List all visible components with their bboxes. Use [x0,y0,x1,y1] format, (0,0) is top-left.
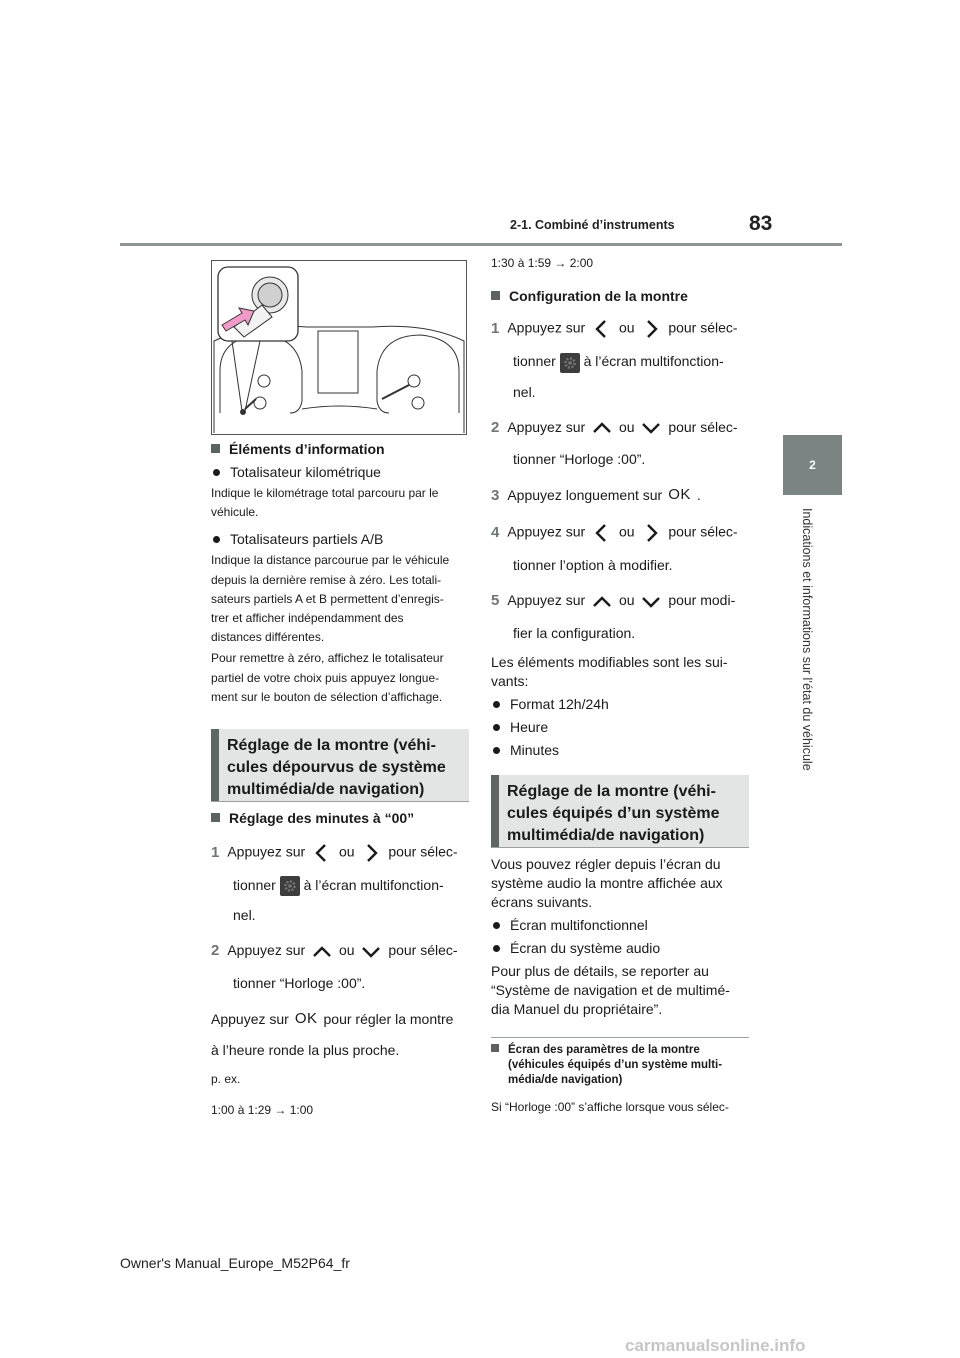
example-2: 1:30 à 1:59 → 2:00 [491,256,594,270]
reset-description: Pour remettre à zéro, affichez le totalisateur partiel de votre choix puis appuyez longue- ment sur le bouton de sélection d’affichage. [211,651,444,704]
example-1: 1:00 à 1:29 → 1:00 [211,1103,314,1118]
chevron-up-icon [589,593,615,611]
settings-gear-icon [280,876,300,896]
left-column [211,440,471,707]
press-ok-line: Appuyez sur OK pour régler la montre [211,1009,454,1027]
config-step-5-line2: fier la configuration. [513,624,636,641]
chapter-number: 2 [809,458,816,472]
config-step-1-line2: tionner à l’écran multifonction- [491,352,753,372]
settings-gear-icon [560,353,580,373]
subsection-heading: Écran des paramètres de la montre (véhicules équipés d’un système multi- média/de navigation) [491,1043,753,1088]
chevron-up-icon [589,419,615,437]
config-step-4: 4 Appuyez sur ou pour sélec- [491,522,753,544]
subsection-rule [491,1037,749,1038]
config-step-5: 5 Appuyez sur ou pour modi- [491,592,736,610]
example-label: p. ex. [211,1072,241,1087]
chevron-right-icon [638,522,664,544]
header-rule [120,243,842,246]
section-title: 2-1. Combiné d’instruments [510,218,675,232]
page-number: 83 [749,212,773,235]
chapter-label: Indications et informations sur l’état du véhicule [800,508,814,771]
box-rule [491,847,749,848]
config-step-3: 3 Appuyez longuement sur OK . [491,485,701,504]
list-item: Écran multifonctionnel [491,916,753,935]
step-1-line2: tionner à l’écran multifonction- [211,876,471,896]
step-2: 2 Appuyez sur ou pour sélec- [211,942,458,960]
chevron-down-icon [638,593,664,611]
minutes-heading: Réglage des minutes à “00” [211,809,471,828]
config-step-1-line3: nel. [513,383,536,400]
square-icon [211,444,220,453]
footer-text: Owner's Manual_Europe_M52P64_fr [120,1255,350,1271]
chevron-up-icon [309,943,335,961]
press-ok-line2: à l’heure ronde la plus proche. [211,1042,400,1059]
square-icon [491,291,500,300]
odometer-description: Indique le kilométrage total parcouru par le véhicule. [211,486,439,520]
chevron-left-icon [589,522,615,544]
right-column-lower [491,855,753,1019]
config-step-2: 2 Appuyez sur ou pour sélec- [491,418,738,436]
config-step-1: 1 Appuyez sur ou pour sélec- [491,318,753,340]
chevron-down-icon [358,943,384,961]
instrument-cluster-illustration [211,260,467,435]
ok-button-icon: OK [668,485,691,503]
square-icon [491,1044,499,1052]
box-rule [211,801,469,802]
bullet-trip: Totalisateurs partiels A/B [211,530,471,549]
box-heading-no-nav: Réglage de la montre (véhi- cules dépourvus de système multimédia/de navigation) [211,729,469,801]
info-heading: Éléments d’information [211,440,471,459]
audio-intro: Vous pouvez régler depuis l’écran du système audio la montre affichée aux écrans suivants. [491,856,723,911]
trip-description: Indique la distance parcourue par le véhicule depuis la dernière remise à zéro. Les totali- sateurs partiels A et B permettent d’enregis- trer et afficher indépendamment des distances différentes. [211,553,450,645]
bullet-odometer: Totalisateur kilométrique [211,463,471,482]
list-item: Heure [491,718,753,737]
chevron-right-icon [638,318,664,340]
chapter-tab [783,435,842,495]
chevron-left-icon [309,842,335,864]
config-step-2-line2: tionner “Horloge :00”. [513,450,646,467]
cluster-drawing [212,261,466,434]
step-2-line2: tionner “Horloge :00”. [233,974,366,991]
list-item: Format 12h/24h [491,695,753,714]
right-column [491,254,753,760]
list-item: Minutes [491,741,753,760]
subsection-text: Si “Horloge :00” s’affiche lorsque vous sélec- [491,1100,729,1114]
square-icon [211,813,220,822]
box-heading-with-nav: Réglage de la montre (véhi- cules équipés d’un système multimédia/de navigation) [491,775,749,847]
details-text: Pour plus de détails, se reporter au “Système de navigation et de multimé- dia Manuel du propriétaire”. [491,963,730,1018]
step-1-line3: nel. [233,907,256,924]
chevron-down-icon [638,419,664,437]
chevron-left-icon [589,318,615,340]
ok-button-icon: OK [294,1009,318,1027]
list-item: Écran du système audio [491,939,753,958]
chevron-right-icon [358,842,384,864]
watermark: carmanualsonline.info [625,1336,806,1355]
left-steps [211,809,471,1121]
editable-intro: Les éléments modifiables sont les sui- vants: [491,653,728,689]
config-step-4-line2: tionner l’option à modifier. [513,557,673,574]
step-1: 1 Appuyez sur ou pour sélec- [211,842,471,864]
config-heading: Configuration de la montre [491,287,753,306]
